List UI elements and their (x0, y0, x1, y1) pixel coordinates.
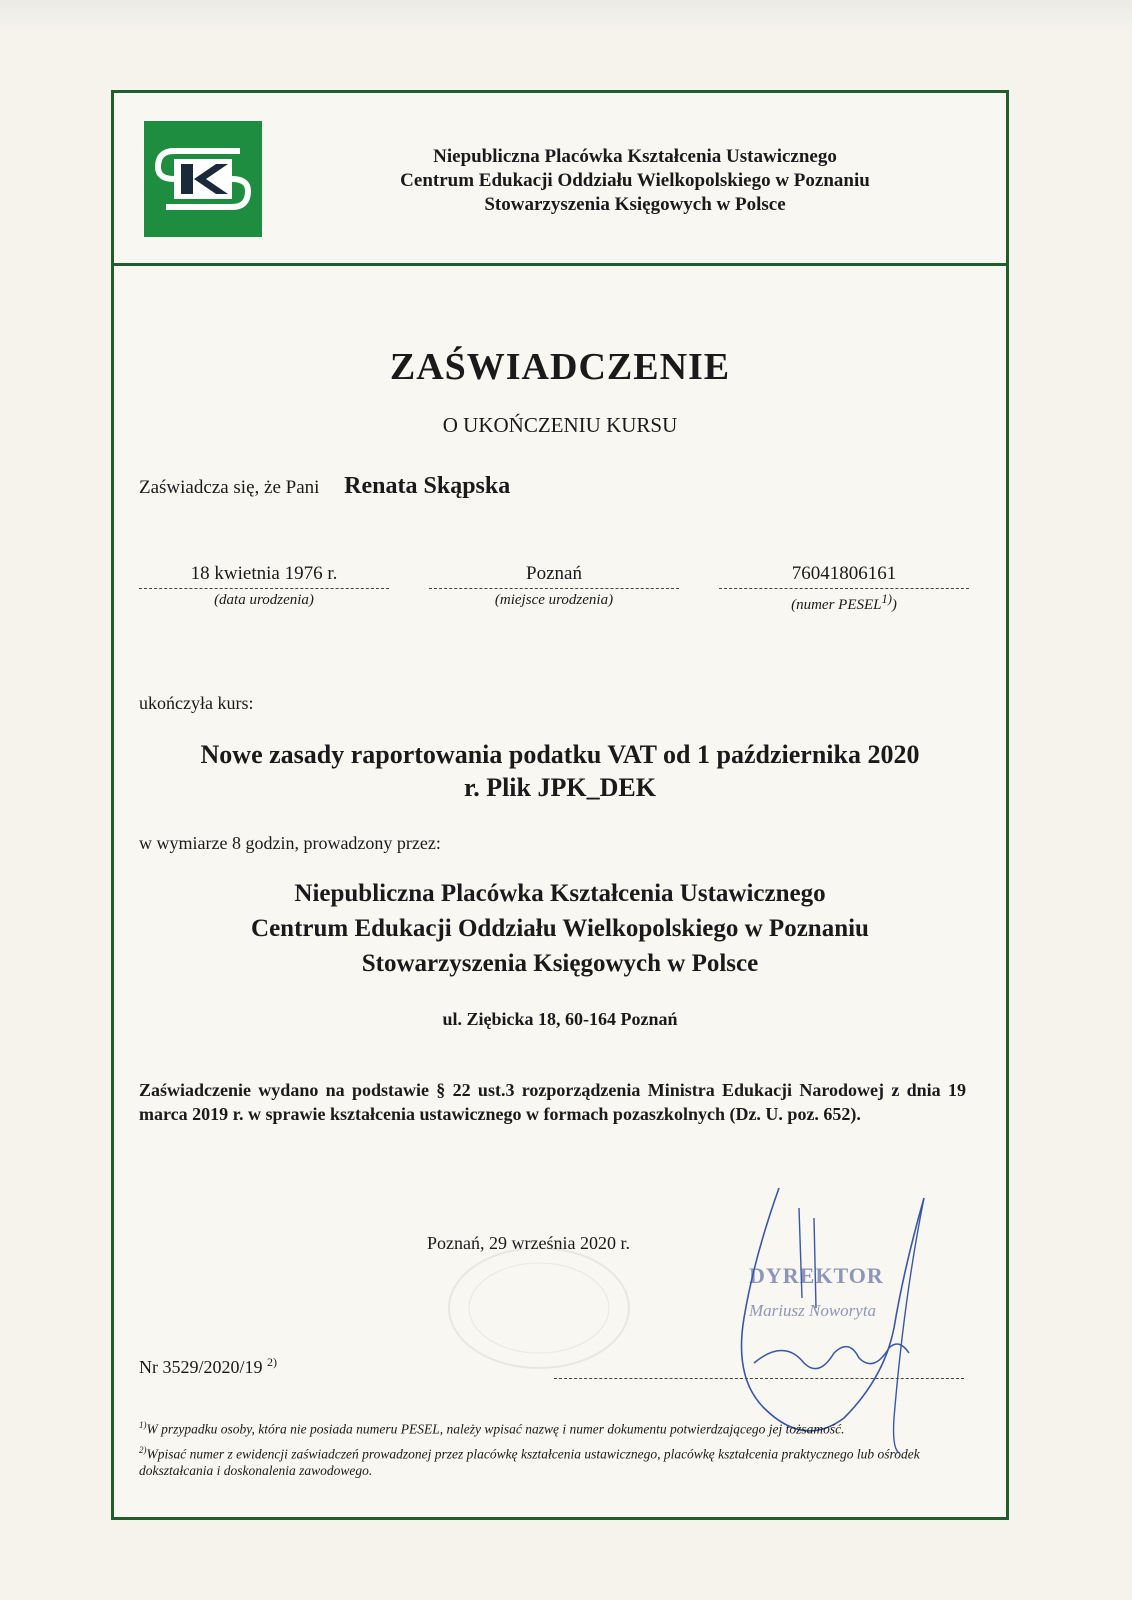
certify-prefix: Zaświadcza się, że Pani (139, 477, 320, 498)
issue-place-date: Poznań, 29 września 2020 r. (427, 1233, 630, 1253)
director-signature (724, 1178, 944, 1458)
stamp-title: DYREKTOR (749, 1263, 884, 1288)
certificate-number-text: Nr 3529/2020/19 (139, 1357, 263, 1377)
pesel-field (719, 563, 969, 614)
footnote-2-text: Wpisać numer z ewidencji zaświadczeń prowadzonej przez placówkę kształcenia ustawicznego, placówkę kształcenia praktycznego lub ośrodek dokształcania i doskonalenia zawodowego. (139, 1446, 920, 1478)
legal-basis-text: Zaświadczenie wydano na podstawie § 22 ust.3 rozporządzenia Ministra Edukacji Narodowej z dnia 19 marca 2019 r. w sprawie kształcenia ustawicznego w formach pozaszkolnych (Dz. U. poz. 652). (139, 1080, 966, 1124)
provider-line-2: Centrum Edukacji Oddziału Wielkopolskiego w Poznaniu (251, 915, 869, 942)
header-line-1: Niepubliczna Placówka Kształcenia Ustawicznego (433, 146, 837, 167)
stamp-director-name: Mariusz Noworyta (749, 1301, 877, 1320)
birth-date-label: (data urodzenia) (214, 592, 314, 608)
footnotes (139, 1417, 976, 1483)
completed-text: ukończyła kurs: (139, 693, 254, 713)
course-title-line-2: r. Plik JPK_DEK (464, 773, 656, 802)
embossed-seal (444, 1243, 634, 1373)
footnote-1-marker: 1) (139, 1420, 147, 1430)
certificate-number-footnote-ref: 2) (267, 1355, 277, 1369)
certificate-subtitle: O UKOŃCZENIU KURSU (442, 413, 678, 437)
footnote-2-marker: 2) (139, 1444, 147, 1455)
certificate-header (114, 93, 1006, 266)
pesel-label-text: (numer PESEL (791, 597, 882, 613)
skwp-logo (144, 121, 262, 237)
certificate-frame (111, 90, 1009, 1520)
course-title (124, 738, 996, 804)
pesel-label-footnote-ref: 1) (881, 592, 892, 606)
pesel-value: 76041806161 (719, 563, 969, 589)
footnote-2 (139, 1442, 976, 1480)
signature-line (554, 1378, 964, 1379)
header-line-3: Stowarzyszenia Księgowych w Polsce (484, 194, 786, 215)
birth-place-field (429, 563, 679, 609)
certificate-title: ZAŚWIADCZENIE (389, 346, 731, 388)
header-line-2: Centrum Edukacji Oddziału Wielkopolskiego w Poznaniu (400, 170, 870, 191)
course-scope-text: w wymiarze 8 godzin, prowadzony przez: (139, 833, 441, 853)
provider-line-1: Niepubliczna Placówka Kształcenia Ustawicznego (294, 880, 826, 907)
footnote-1 (139, 1417, 976, 1438)
birth-date-value: 18 kwietnia 1976 r. (139, 563, 389, 589)
pesel-label (719, 592, 969, 614)
provider-name (114, 876, 1006, 981)
recipient-name: Renata Skąpska (344, 473, 511, 499)
header-institution-name (264, 145, 1006, 217)
footnote-1-text: W przypadku osoby, która nie posiada numeru PESEL, należy wpisać nazwę i numer dokumentu potwierdzającego jej tożsamość. (146, 1421, 845, 1437)
certificate-number (139, 1355, 277, 1378)
certify-statement (139, 473, 510, 500)
course-title-line-1: Nowe zasady raportowania podatku VAT od 1 października 2020 (200, 740, 920, 769)
birth-place-value: Poznań (429, 563, 679, 589)
birth-date-field (139, 563, 389, 609)
provider-line-3: Stowarzyszenia Księgowych w Polsce (361, 950, 759, 977)
birth-place-label: (miejsce urodzenia) (494, 592, 614, 608)
pesel-label-end: ) (891, 597, 897, 613)
provider-address: ul. Ziębicka 18, 60-164 Poznań (442, 1009, 678, 1029)
